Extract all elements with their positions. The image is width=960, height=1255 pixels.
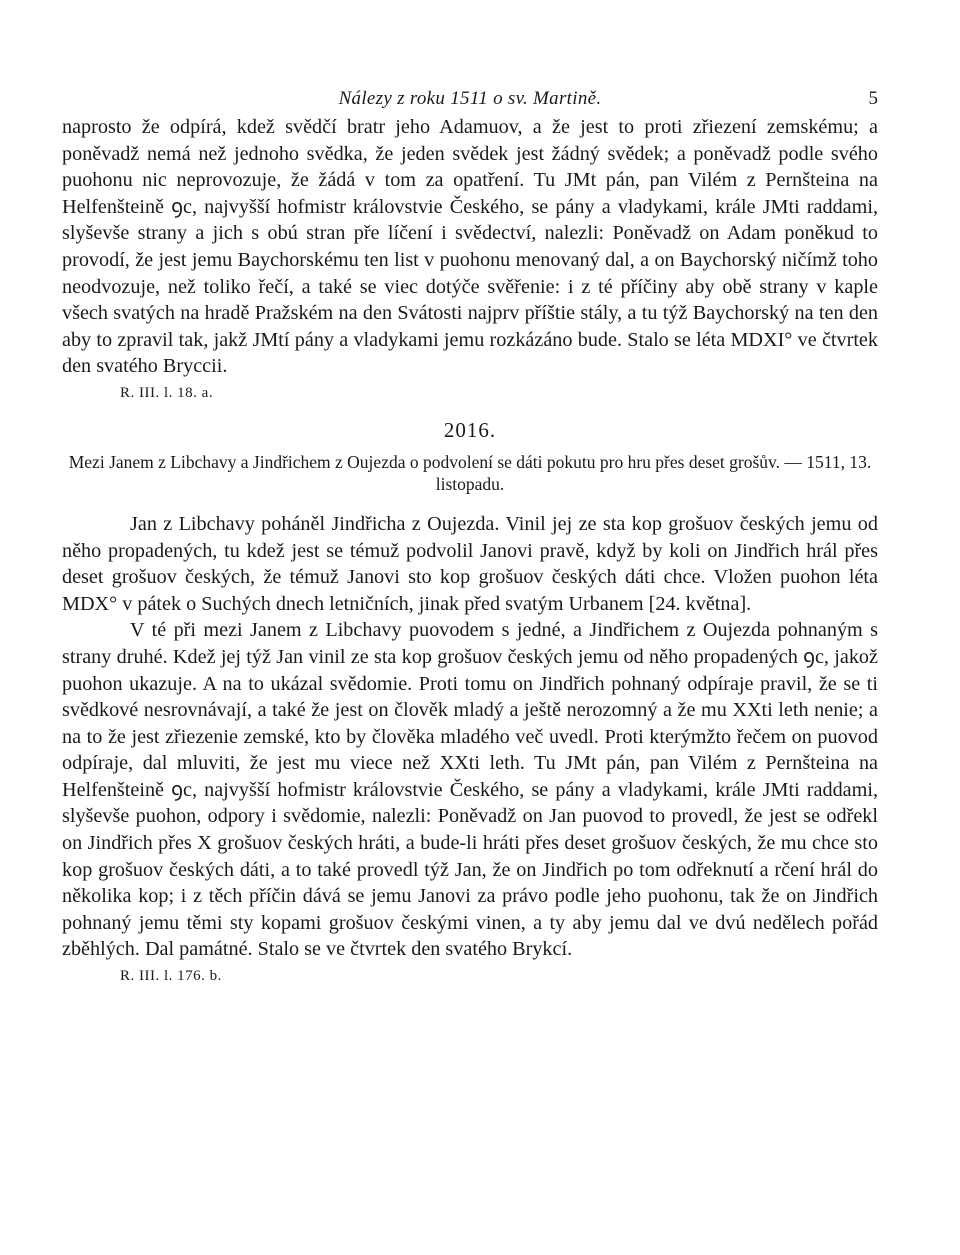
entry-regest: Mezi Janem z Libchavy a Jindřichem z Oujezda o podvolení se dáti pokutu pro hru přes deset grošův. — 1511, 13. listopadu. bbox=[68, 451, 872, 494]
entry-body bbox=[62, 511, 878, 963]
page-number: 5 bbox=[868, 88, 878, 109]
document-page bbox=[62, 84, 878, 985]
page-header bbox=[62, 84, 878, 114]
entry-paragraph: Jan z Libchavy poháněl Jindřicha z Oujezda. Vinil jej ze sta kop grošuov českých jemu od něho propadených, tu kdež jest se témuž podvolil Janovi pravě, když by koli on Jindřich hrál přes deset grošuov českých, že témuž Janovi sto kop grošuov českých dáti chce. Vložen puohon léta MDX° v pátek o Suchých dnech letničních, jinak před svatým Urbanem [24. května]. bbox=[62, 512, 878, 615]
continuation-text bbox=[62, 114, 878, 380]
source-reference: R. III. l. 18. a. bbox=[120, 384, 214, 401]
entry-paragraph: V té při mezi Janem z Libchavy puovodem s jedné, a Jindřichem z Oujezda pohnaným s strany druhé. Kdež jej týž Jan vinil ze sta kop grošuov českých jemu od něho propadených ꝯc, jakož puohon ukazuje. A na to ukázal svědomie. Proti tomu on Jindřich pohnaný odpíraje pravil, že se ti svědkové nesrovnávají, a také že jest on člověk mladý a ještě nerozomný a že mu XXti leth nenie; a na to že jest zřiezenie zemské, kto by člověka mladého več uvedl. Proti kterýmžto řečem on puovod odpíraje, dal mluviti, že jest mu viece než XXti leth. Tu JMt pán, pan Vilém z Pernšteina na Helfenšteině ꝯc, najvyšší hofmistr královstvie Českého, se pány a vladykami, krále JMti raddami, slyševše puohon, odpory i svědomie, nalezli: Poněvadž on Jan puovod to provedl, že jest se odřekl on Jindřich přes X grošuov českých hráti, a bude-li hráti přes deset grošuov českých, že mu chce sto kop grošuov českých dáti, a to také provedl týž Jan, že on Jindřich po tom odřeknutí a rčení hrál do několika kop; i z těch příčin dává se jemu Janovi za právo podle jeho puohonu, tak že on Jindřich pohnaný jemu těmi sty kopami grošuov českými vinen, a ty aby jemu dal ve dvú nedělech pořád zběhlých. Dal památné. Stalo se ve čtvrtek den svatého Brykcí. bbox=[62, 619, 878, 961]
continuation-paragraph: naprosto že odpírá, kdež svědčí bratr jeho Adamuov, a že jest to proti zřiezení zemskému; a poněvadž nemá než jednoho svědka, že jeden svědek jest žádný svědek; a poněvadž podle svého puohonu nic neprovozuje, že žádá v tom za opatření. Tu JMt pán, pan Vilém z Pernšteina na Helfenšteině ꝯc, najvyšší hofmistr královstvie Českého, se pány a vladykami, krále JMti raddami, slyševše strany a jich s obú stran pře líčení i svědectví, nalezli: Poněvadž on Adam poněkud to provodí, že jest jemu Baychorskému ten list v puohonu menovaný dal, a on Baychorský ničímž toho neodvozuje, než toliko řečí, a také se viec dotýče svěřenie: i z té příčiny aby obě strany v kaple všech svatých na hradě Pražském na den Svátosti najprv příštie stály, a tu týž Baychorský na ten den aby to zpravil tak, jakž JMtí pány a vladykami jemu rozkázáno bude. Stalo se léta MDXI° ve čtvrtek den svatého Bryccii. bbox=[62, 116, 878, 378]
entry-number: 2016. bbox=[443, 417, 497, 442]
running-title: Nálezy z roku 1511 o sv. Martině. bbox=[338, 88, 602, 109]
source-reference: R. III. l. 176. b. bbox=[120, 968, 222, 985]
